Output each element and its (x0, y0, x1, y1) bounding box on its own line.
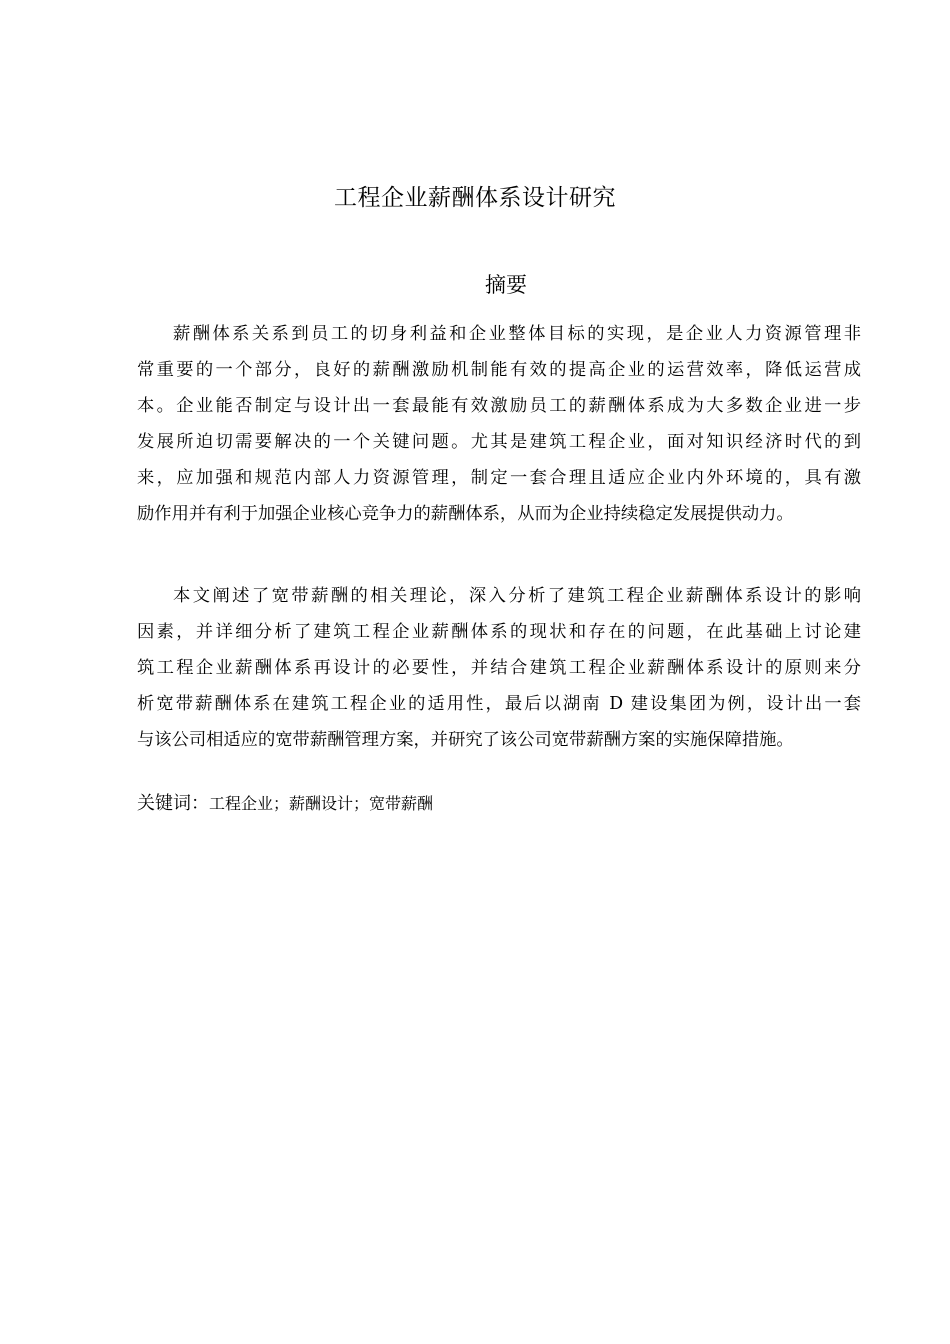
paragraph-line: 常重要的一个部分，良好的薪酬激励机制能有效的提高企业的运营效率，降低运营成 (137, 360, 861, 380)
paragraph-line: 因素，并详细分析了建筑工程企业薪酬体系的现状和存在的问题，在此基础上讨论建 (137, 622, 861, 642)
abstract-paragraph-1 (137, 316, 861, 532)
keywords-text: 工程企业；薪酬设计；宽带薪酬 (209, 794, 434, 813)
abstract-paragraph-2 (137, 578, 861, 758)
paragraph-line: 发展所迫切需要解决的一个关键问题。尤其是建筑工程企业，面对知识经济时代的到 (137, 432, 861, 452)
paragraph-line: 薪酬体系关系到员工的切身利益和企业整体目标的实现，是企业人力资源管理非 (173, 324, 861, 344)
paragraph-line: 与该公司相适应的宽带薪酬管理方案，并研究了该公司宽带薪酬方案的实施保障措施。 (137, 730, 794, 750)
paragraph-line: 本。企业能否制定与设计出一套最能有效激励员工的薪酬体系成为大多数企业进一步 (137, 396, 861, 416)
keywords (137, 787, 433, 821)
paragraph-line: 筑工程企业薪酬体系再设计的必要性，并结合建筑工程企业薪酬体系设计的原则来分 (137, 658, 861, 678)
paragraph-line: 本文阐述了宽带薪酬的相关理论，深入分析了建筑工程企业薪酬体系设计的影响 (173, 586, 861, 606)
paragraph-line: 励作用并有利于加强企业核心竞争力的薪酬体系，从而为企业持续稳定发展提供动力。 (137, 504, 794, 524)
paragraph-line: 来，应加强和规范内部人力资源管理，制定一套合理且适应企业内外环境的，具有激 (137, 468, 861, 488)
abstract-heading: 摘要 (485, 273, 527, 297)
paragraph-line: 析宽带薪酬体系在建筑工程企业的适用性，最后以湖南 D 建设集团为例，设计出一套 (137, 694, 861, 714)
document-title: 工程企业薪酬体系设计研究 (334, 185, 616, 211)
keywords-label: 关键词： (137, 793, 209, 814)
